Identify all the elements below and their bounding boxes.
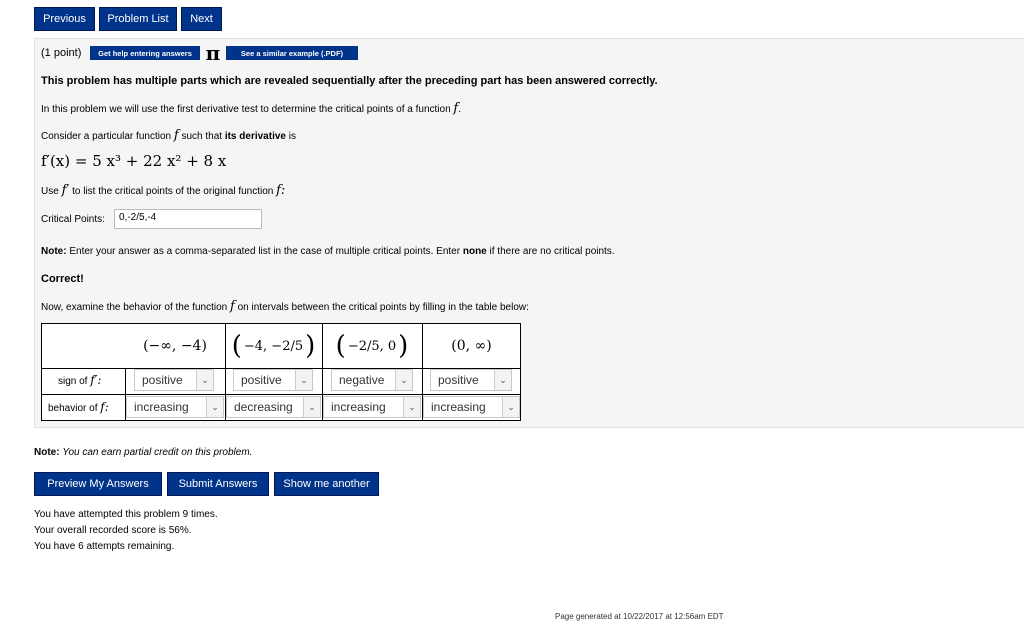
submit-answers-button[interactable]: Submit Answers bbox=[167, 472, 269, 496]
line2-var: f bbox=[173, 128, 179, 143]
sign-row-var: f′: bbox=[90, 373, 102, 387]
instruction-line-2 bbox=[41, 128, 296, 143]
sign-select-2[interactable] bbox=[233, 369, 313, 391]
line4-text-a: Now, examine the behavior of the function bbox=[41, 302, 228, 313]
instruction-line-3 bbox=[41, 183, 285, 198]
previous-button[interactable]: Previous bbox=[34, 7, 95, 31]
behavior-select-2-value: decreasing bbox=[234, 400, 293, 414]
line2-text-b: such that bbox=[181, 131, 223, 142]
interval-header-2-text: −4, −2/5 bbox=[243, 338, 304, 354]
attempts-status: You have attempted this problem 9 times. bbox=[34, 509, 218, 520]
show-me-another-button[interactable]: Show me another bbox=[274, 472, 379, 496]
sign-row-label bbox=[58, 373, 101, 387]
behavior-row-text: behavior of bbox=[48, 403, 98, 414]
instruction-line-1: In this problem we will use the first derivative test to determine the critical points of a function f. bbox=[41, 101, 462, 116]
behavior-row-label bbox=[48, 400, 109, 414]
chevron-down-icon: ⌄ bbox=[295, 370, 312, 390]
line3-var2: f: bbox=[276, 183, 286, 198]
sign-select-3-value: negative bbox=[339, 373, 385, 387]
behavior-select-2[interactable] bbox=[226, 396, 321, 418]
interval-header-4: (0, ∞) bbox=[451, 338, 492, 354]
partial-note-bold: Note: bbox=[34, 447, 60, 458]
behavior-select-4[interactable] bbox=[423, 396, 520, 418]
problem-list-button[interactable]: Problem List bbox=[99, 7, 177, 31]
chevron-down-icon: ⌄ bbox=[206, 397, 223, 417]
table-divider bbox=[41, 394, 521, 395]
help-entering-answers-button[interactable]: Get help entering answers bbox=[90, 46, 200, 60]
line3-text-a: Use bbox=[41, 186, 59, 197]
behavior-select-3[interactable] bbox=[323, 396, 421, 418]
behavior-select-1[interactable] bbox=[126, 396, 224, 418]
behavior-row-var: f: bbox=[100, 400, 109, 414]
behavior-select-1-value: increasing bbox=[134, 400, 189, 414]
interval-header-3: ( −2/5, 0 ) bbox=[335, 331, 409, 361]
page-footer: Page generated at 10/22/2017 at 12:56am EDT bbox=[555, 612, 724, 621]
interval-header-2: ( −4, −2/5 ) bbox=[231, 331, 316, 361]
next-button[interactable]: Next bbox=[181, 7, 222, 31]
remaining-status: You have 6 attempts remaining. bbox=[34, 541, 175, 552]
sign-select-4[interactable] bbox=[430, 369, 512, 391]
line2-text-c: is bbox=[288, 131, 296, 142]
critical-points-input[interactable]: 0,-2/5,-4 bbox=[114, 209, 262, 229]
interval-header-3-text: −2/5, 0 bbox=[347, 338, 397, 354]
pi-icon[interactable]: π bbox=[205, 41, 221, 65]
note-line bbox=[41, 246, 615, 257]
intro-text: This problem has multiple parts which are revealed sequentially after the preceding part has been answered correctly. bbox=[41, 75, 658, 87]
sign-select-3[interactable] bbox=[331, 369, 413, 391]
behavior-select-4-value: increasing bbox=[431, 400, 486, 414]
line3-text-b: to list the critical points of the original function bbox=[72, 186, 274, 197]
chevron-down-icon: ⌄ bbox=[502, 397, 519, 417]
line2-text-a: Consider a particular function bbox=[41, 131, 172, 142]
sign-select-4-value: positive bbox=[438, 373, 479, 387]
line2-bold: its derivative bbox=[224, 131, 286, 142]
note-none: none bbox=[462, 246, 487, 257]
note-text: Enter your answer as a comma-separated list in the case of multiple critical points. Enter bbox=[69, 246, 461, 257]
instruction-line-4 bbox=[41, 299, 529, 314]
sign-select-1[interactable] bbox=[134, 369, 214, 391]
derivative-expression: f′(x) = 5 x³ + 22 x² + 8 x bbox=[41, 152, 227, 170]
points-label: (1 point) bbox=[41, 47, 82, 59]
preview-answers-button[interactable]: Preview My Answers bbox=[34, 472, 162, 496]
line3-var: f′ bbox=[61, 183, 70, 198]
line1-var: f bbox=[453, 101, 459, 116]
line4-var: f bbox=[230, 299, 235, 314]
partial-credit-note bbox=[34, 447, 252, 458]
critical-points-label: Critical Points: bbox=[41, 214, 105, 225]
chevron-down-icon: ⌄ bbox=[403, 397, 420, 417]
note-bold: Note: bbox=[41, 246, 67, 257]
interval-header-1: (−∞, −4) bbox=[143, 338, 207, 354]
note-text-2: if there are no critical points. bbox=[489, 246, 615, 257]
chevron-down-icon: ⌄ bbox=[303, 397, 320, 417]
behavior-select-3-value: increasing bbox=[331, 400, 386, 414]
score-status: Your overall recorded score is 56%. bbox=[34, 525, 192, 536]
line4-text-b: on intervals between the critical points by filling in the table below: bbox=[237, 302, 529, 313]
correct-label: Correct! bbox=[41, 273, 84, 285]
partial-note-text: You can earn partial credit on this problem. bbox=[62, 447, 253, 458]
sign-row-text: sign of bbox=[58, 376, 88, 387]
line1-text: In this problem we will use the first derivative test to determine the critical points of a function bbox=[41, 104, 451, 115]
chevron-down-icon: ⌄ bbox=[494, 370, 511, 390]
sign-select-2-value: positive bbox=[241, 373, 282, 387]
chevron-down-icon: ⌄ bbox=[196, 370, 213, 390]
sign-select-1-value: positive bbox=[142, 373, 183, 387]
chevron-down-icon: ⌄ bbox=[395, 370, 412, 390]
similar-example-button[interactable]: See a similar example (.PDF) bbox=[226, 46, 358, 60]
